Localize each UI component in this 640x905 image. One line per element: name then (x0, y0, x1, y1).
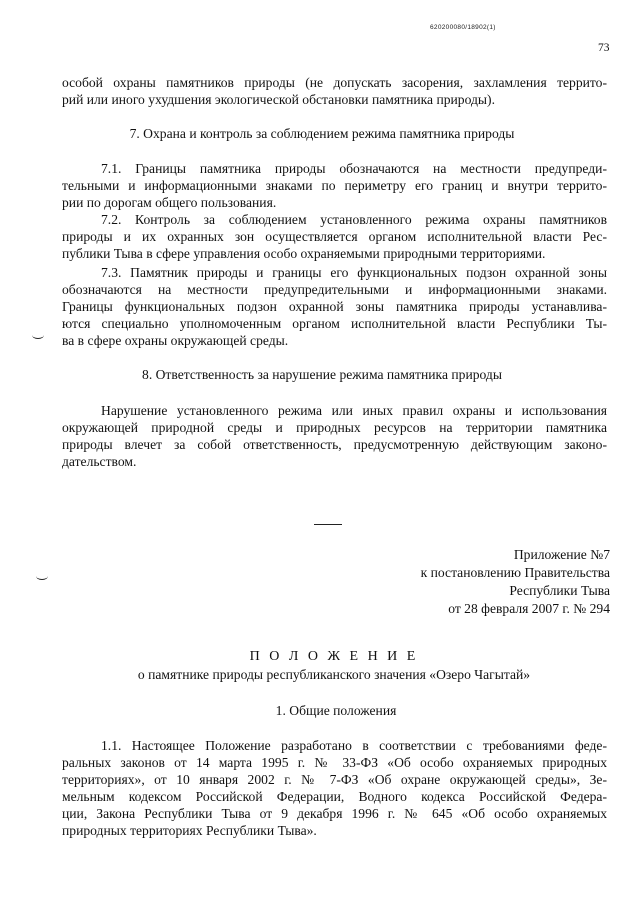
paragraph-line: 7.2. Контроль за соблюдением установленного режима охраны памятников (101, 212, 607, 227)
paragraph-line: ва в сфере охраны окружающей среды. (62, 333, 289, 348)
paragraph-line: ральных законов от 14 марта 1995 г. № 33-ФЗ «Об особо охраняемых природных (62, 755, 607, 770)
paragraph-line: обозначаются на местности предупредительными и информационными знаками. (62, 282, 607, 297)
paragraph-line: территориях», от 10 января 2002 г. № 7-ФЗ «Об охране окружающей среды», Зе- (62, 772, 607, 787)
paragraph-line: 1.1. Настоящее Положение разработано в соответствии с требованиями феде- (101, 738, 607, 753)
paragraph-line: ются специально уполномоченным органом исполнительной власти Республики Ты- (62, 316, 607, 331)
paragraph-line: 7.1. Границы памятника природы обозначаются на местности предупреди- (101, 161, 607, 176)
page-number: 73 (598, 42, 610, 54)
paragraph-line: тельными и информационными знаками по периметру его границ и внутри террито- (62, 178, 607, 193)
separator-line (314, 524, 342, 525)
appendix-line: от 28 февраля 2007 г. № 294 (448, 601, 610, 616)
margin-mark (32, 331, 44, 339)
paragraph-line: природы и их охранных зон осуществляется органом исполнительной власти Рес- (62, 229, 607, 244)
paragraph-line: Нарушение установленного режима или иных правил охраны и использования (101, 403, 607, 418)
document-id: 620200080/18902(1) (430, 24, 496, 31)
paragraph-line: Границы функциональных подзон охранной зоны памятника природы устанавлива- (62, 299, 607, 314)
paragraph-line: мельным кодексом Российской Федерации, Водного кодекса Российской Федера- (62, 789, 607, 804)
appendix-line: Приложение №7 (513, 547, 610, 562)
paragraph-line: рий или иного ухудшения экологической обстановки памятника природы). (62, 92, 495, 107)
paragraph-line: 7.3. Памятник природы и границы его функциональных подзон охранной зоны (101, 265, 607, 280)
section-8-heading: 8. Ответственность за нарушение режима памятника природы (142, 367, 502, 382)
paragraph-line: дательством. (62, 454, 137, 469)
appendix-line: к постановлению Правительства (420, 565, 610, 580)
document-title: П О Л О Ж Е Н И Е (249, 649, 419, 664)
paragraph-line: рии по дорогам общего пользования. (62, 195, 277, 210)
section-1-heading: 1. Общие положения (275, 703, 397, 718)
section-7-heading: 7. Охрана и контроль за соблюдением режима памятника природы (129, 126, 515, 141)
paragraph-line: окружающей природной среды и природных ресурсов на территории памятника (62, 420, 607, 435)
document-subtitle: о памятнике природы республиканского значения «Озеро Чагытай» (137, 667, 531, 682)
paragraph-line: публики Тыва в сфере управления особо охраняемыми природными территориями. (62, 246, 546, 261)
margin-mark (36, 572, 48, 580)
paragraph-line: природных территориях Республики Тыва». (62, 823, 317, 838)
paragraph-line: природы влечет за собой ответственность, предусмотренную действующим законо- (62, 437, 607, 452)
paragraph-line: особой охраны памятников природы (не допускать засорения, захламления террито- (62, 75, 607, 90)
appendix-line: Республики Тыва (509, 583, 610, 598)
paragraph-line: ции, Закона Республики Тыва от 9 декабря 1996 г. № 645 «Об особо охраняемых (62, 806, 607, 821)
